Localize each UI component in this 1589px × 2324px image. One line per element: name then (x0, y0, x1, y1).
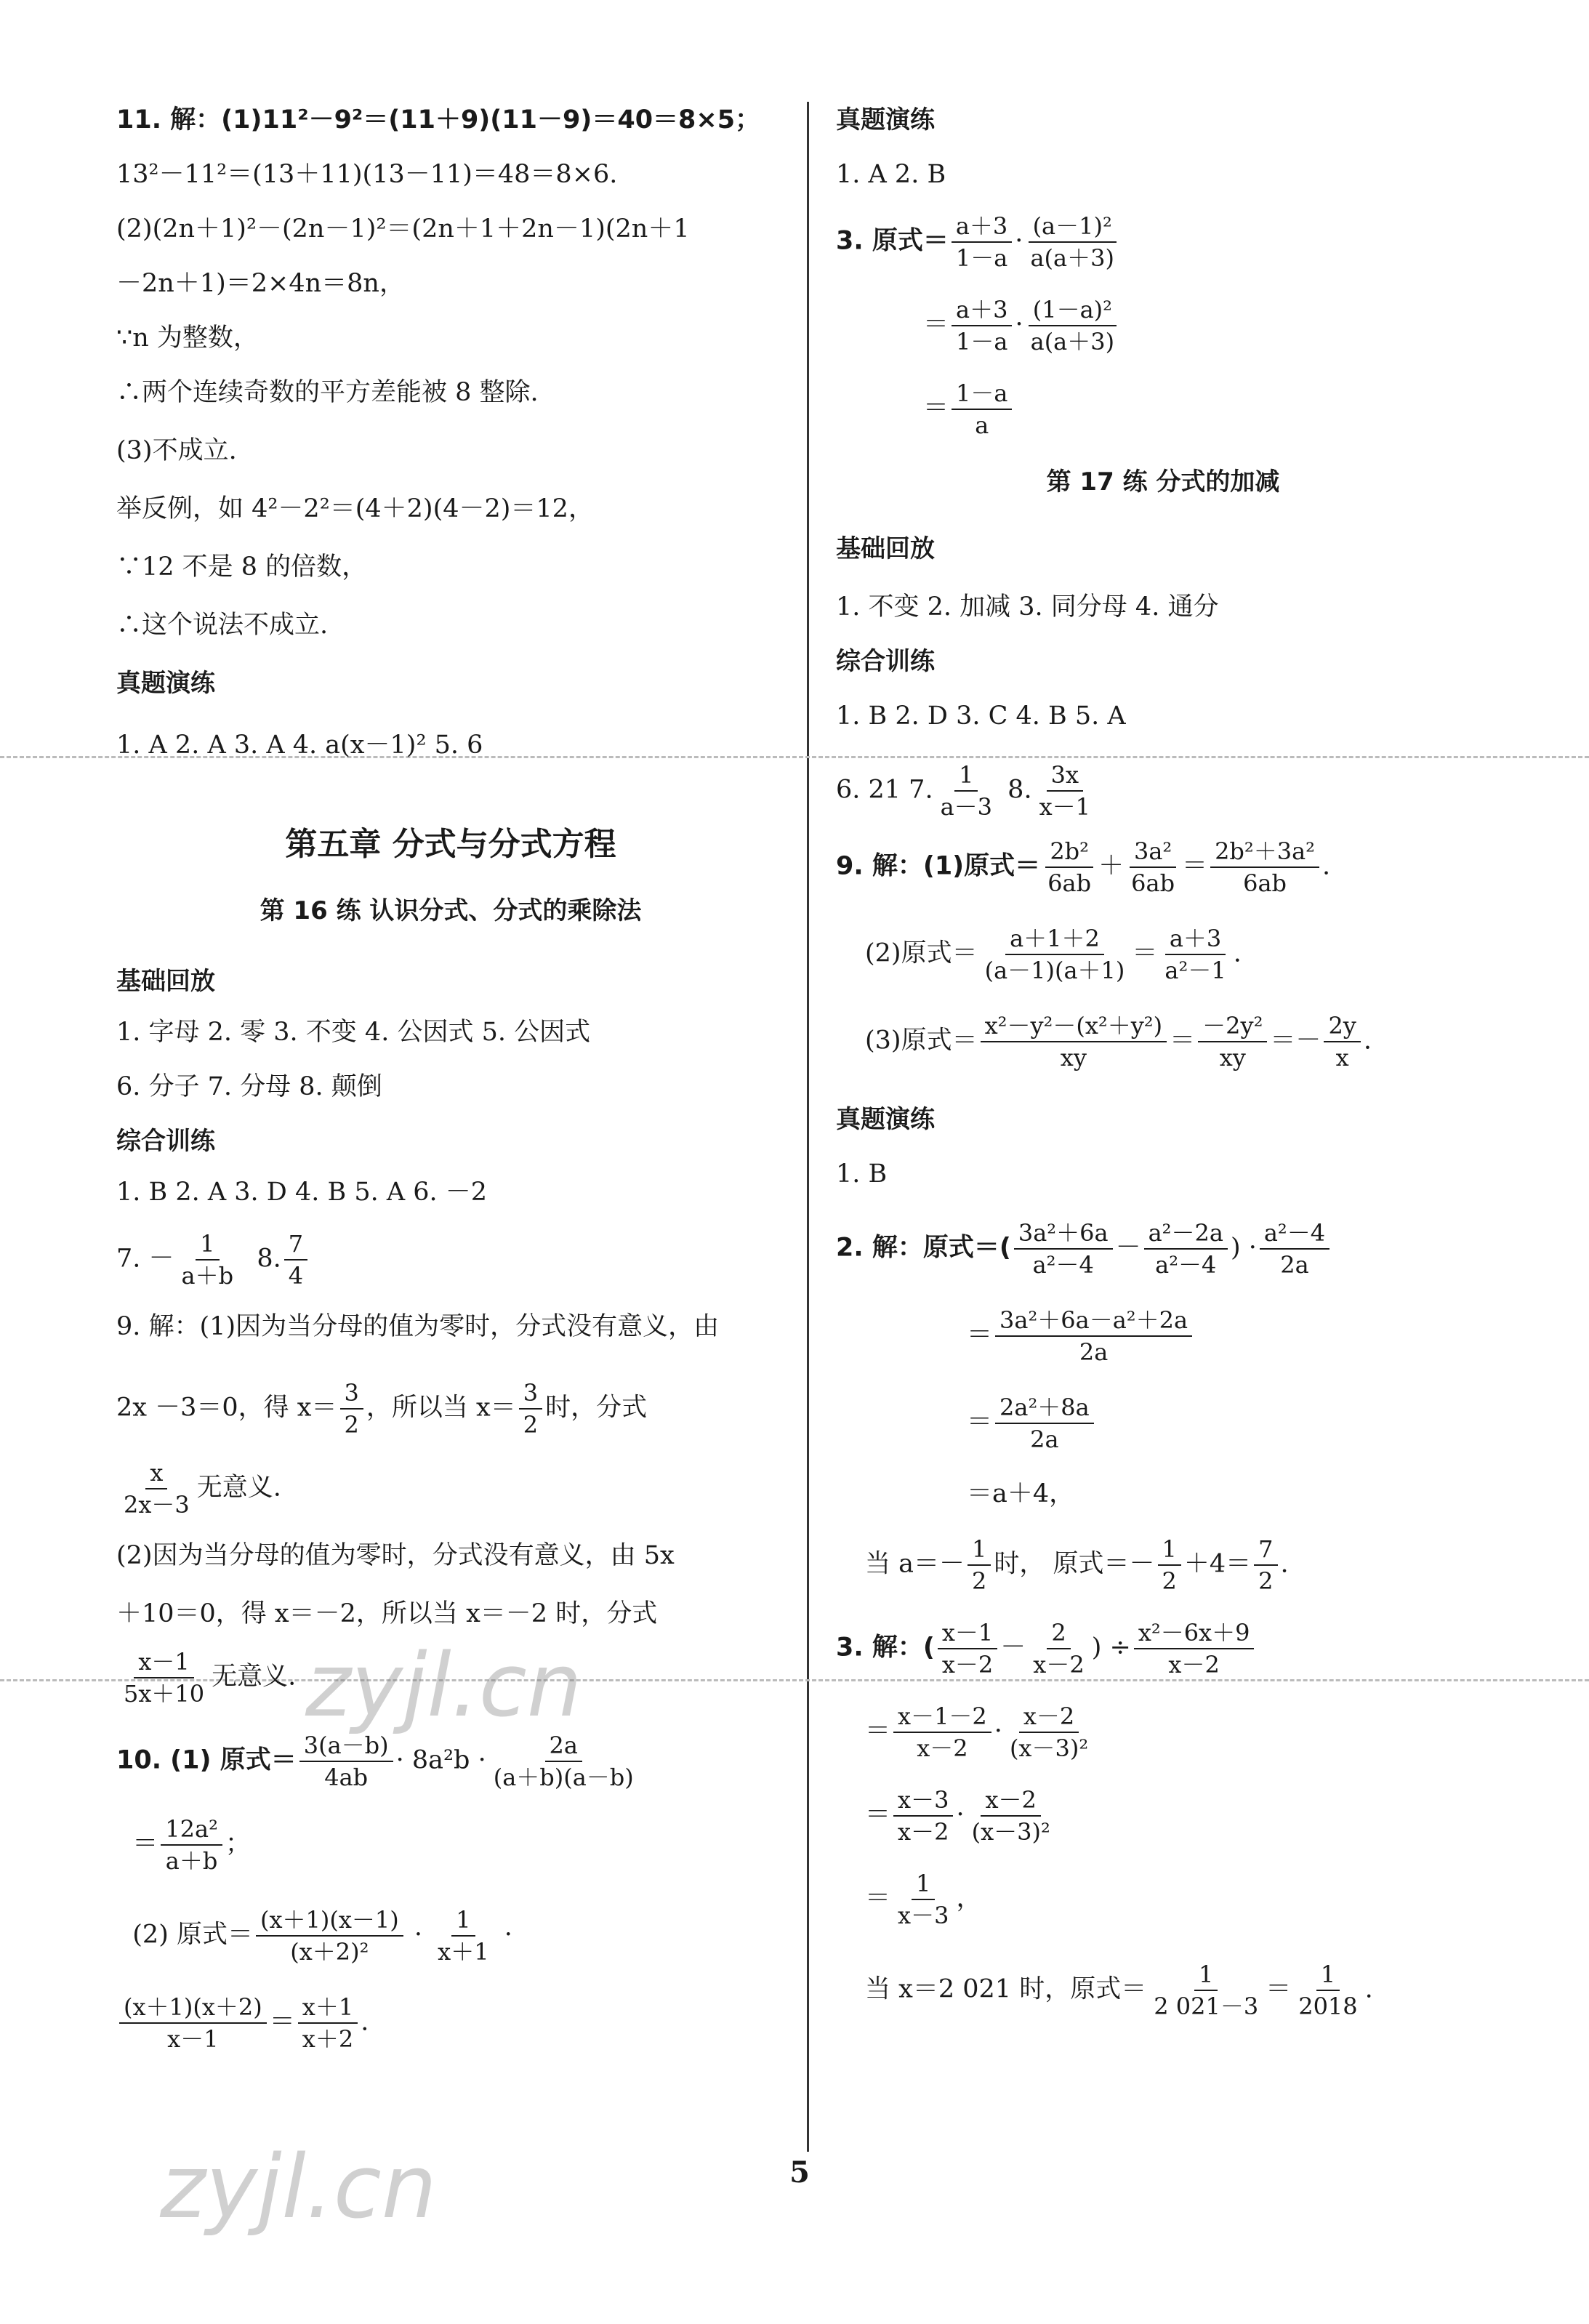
section-title: 真题演练 (836, 1105, 935, 1134)
fraction: $\frac{a+1+2}{(a-1)(a+1)}$ (984, 925, 1125, 984)
fraction: $\frac{3}{2}$ (519, 1378, 542, 1440)
fraction: $\frac{1}{2}$ (968, 1534, 991, 1596)
q7-label: 7. － (116, 1244, 174, 1274)
q9-line: 9. 解：(1)原式＝ $\frac{\text{2b²}}{6ab}$ ＋ $\frac{\text{3a²}}{6ab}$ ＝ $\frac{\text{2b²＋3a²}}{6ab}$ . (836, 837, 1331, 897)
fraction: $\frac{1-a}{a}$ (952, 378, 1012, 441)
r3-line: 3. 原式＝ $\frac{a+3}{1-a}$ · $\frac{\text{(a－1)²}}{a(a+3)}$ (836, 211, 1490, 294)
fraction: $\frac{3x}{x-1}$ (1039, 761, 1090, 821)
q11-line: ∴两个连续奇数的平方差能被 8 整除. (116, 378, 539, 407)
q10-line: (2) 原式＝ $\frac{(x+1)(x-1)}{\text{(x＋2)²}}$ · $\frac{1}{x+1}$ · (132, 1906, 512, 1966)
fraction: $\frac{\text{2b²}}{6ab}$ (1043, 836, 1095, 898)
q11-line: 11. 解：(1)11²－9²＝(11＋9)(11－9)＝40＝8×5； (116, 105, 761, 134)
zt2-line: ＝ $\frac{\text{2a²＋8a}}{2a}$ (836, 1392, 1490, 1476)
right-column (836, 102, 1490, 2039)
chapter-title: 第五章 分式与分式方程 (285, 826, 616, 863)
q9-line: 2x －3＝0，得 x＝ $\frac{3}{2}$ ，所以当 x＝ $\frac{3}{2}$ 时，分式 (116, 1379, 648, 1439)
left-column (116, 102, 785, 2072)
fraction: $\frac{7}{4}$ (284, 1229, 307, 1291)
fraction: $\frac{(x+1)(x+2)}{x-1}$ (119, 1992, 267, 2054)
fraction: $\frac{x-1}{x-2}$ (938, 1617, 997, 1680)
q9-line: (2)因为当分母的值为零时，分式没有意义，由 5x (116, 1541, 675, 1570)
q10-line: $\frac{(x+1)(x+2)}{x-1}$ ＝ $\frac{x+1}{x+2}$ . (116, 1992, 785, 2072)
section-title: 基础回放 (836, 534, 935, 563)
q11-line: (2)(2n＋1)²－(2n－1)²＝(2n＋1＋2n－1)(2n＋1 (116, 214, 690, 244)
fraction: $\frac{7}{2}$ (1254, 1534, 1277, 1596)
fraction: $\frac{\text{(1－a)²}}{a(a+3)}$ (1026, 294, 1119, 357)
q10-line: ＝ $\frac{\text{12a²}}{a+b}$ ； (132, 1815, 251, 1875)
fraction: $\frac{x}{2x-3}$ (124, 1459, 190, 1519)
watermark: zyjl.cn (160, 2137, 437, 2238)
fraction: $\frac{1}{2018}$ (1298, 1961, 1358, 2020)
section-title: 真题演练 (116, 669, 215, 698)
q9-line: ＋10＝0，得 x＝－2，所以当 x＝－2 时，分式 (116, 1599, 658, 1628)
q11-line: ∵12 不是 8 的倍数， (116, 552, 368, 582)
watermark: zyjl.cn (305, 1636, 582, 1737)
q11-line: ∵n 为整数， (116, 323, 259, 353)
fraction: $\frac{\text{3a²＋6a－a²＋2a}}{2a}$ (995, 1305, 1192, 1367)
fraction: $\frac{\text{2a²＋8a}}{2a}$ (995, 1392, 1094, 1455)
zt3-line: ＝ $\frac{1}{x-3}$ ， (865, 1870, 982, 1929)
fraction: $\frac{a+3}{1-a}$ (952, 294, 1012, 357)
fraction: $\frac{3(a-b)}{4ab}$ (299, 1730, 393, 1793)
lesson-title: 第 16 练 认识分式、分式的乘除法 (260, 896, 642, 925)
fraction: $\frac{3}{2}$ (340, 1378, 363, 1440)
fraction: $\frac{\text{3a²＋6a}}{\text{a²－4}}$ (1014, 1218, 1113, 1280)
zt3-line: 3. 解：( $\frac{x-1}{x-2}$ － $\frac{2}{x-2}$ ) ÷ $\frac{\text{x²－6x＋9}}{x-2}$ (836, 1617, 1490, 1701)
fraction: $\frac{1}{x-3}$ (898, 1870, 949, 1929)
q9-line: $\frac{x}{2x-3}$ 无意义. (116, 1457, 785, 1537)
section-title: 综合训练 (836, 647, 935, 676)
answer-line (116, 1229, 785, 1308)
fraction: $\frac{1}{a+b}$ (181, 1230, 234, 1290)
zt2-line: ＝a＋4， (967, 1479, 1075, 1508)
fraction: $\frac{\text{12a²}}{a+b}$ (161, 1814, 222, 1876)
answer-line: 1. A 2. B (836, 160, 946, 189)
fraction: $\frac{2}{x-2}$ (1033, 1619, 1085, 1678)
fraction: $\frac{a+3}{1-a}$ (952, 211, 1012, 273)
q11-line: 举反例，如 4²－2²＝(4＋2)(4－2)＝12， (116, 494, 594, 523)
section-title: 真题演练 (836, 105, 935, 134)
zt2-line: 当 a＝－ $\frac{1}{2}$ 时， 原式＝－ $\frac{1}{2}$ ＋4＝ $\frac{7}{2}$ . (865, 1535, 1289, 1595)
answer-line: 1. B (836, 1159, 888, 1189)
q11-line: ∴这个说法不成立. (116, 611, 329, 640)
answer-line: 1. 不变 2. 加减 3. 同分母 4. 通分 (836, 592, 1219, 622)
fraction: $\frac{\text{a²－4}}{2a}$ (1260, 1218, 1329, 1280)
fraction: $\frac{a+3}{\text{a²－1}}$ (1164, 925, 1226, 984)
lesson-title: 第 17 练 分式的加减 (1046, 467, 1280, 496)
fraction: $\frac{x-2}{\text{(x－3)²}}$ (971, 1786, 1050, 1846)
fraction: $\frac{x+1}{x+2}$ (298, 1992, 358, 2054)
fraction: $\frac{x-3}{x-2}$ (893, 1785, 953, 1847)
q11-line: －2n＋1)＝2×4n＝8n， (116, 269, 405, 298)
r3-line: ＝ $\frac{a+3}{1-a}$ · $\frac{\text{(1－a)²}}{a(a+3)}$ (836, 294, 1490, 378)
q8-label: 8. (257, 1244, 281, 1274)
q11-line: 13²－11²＝(13＋11)(13－11)＝48＝8×6. (116, 160, 618, 189)
answer-line: 6. 21 7. $\frac{1}{a-3}$ 8. $\frac{3x}{x-1}$ (836, 760, 1490, 836)
answer-line: 1. A 2. A 3. A 4. a(x－1)² 5. 6 (116, 731, 483, 760)
zt2-line: ＝ $\frac{\text{3a²＋6a－a²＋2a}}{2a}$ (836, 1305, 1490, 1392)
zt2-line: 2. 解：原式＝( $\frac{\text{3a²＋6a}}{\text{a²－4}}$ － $\frac{\text{a²－2a}}{\text{a²－4}}$ ) · $\frac{\text{a²－4}}{2a}$ (836, 1218, 1490, 1305)
section-title: 综合训练 (116, 1127, 215, 1156)
fraction: $\frac{\text{x²－6x＋9}}{x-2}$ (1134, 1617, 1255, 1680)
fraction: $\frac{x-2}{\text{(x－3)²}}$ (1009, 1702, 1089, 1762)
fraction: $\frac{2y}{x}$ (1324, 1010, 1360, 1073)
answer-line: 1. B 2. A 3. D 4. B 5. A 6. －2 (116, 1178, 488, 1207)
q9-line: (3)原式＝ $\frac{\text{x²－y²－(x²＋y²)}}{xy}$ ＝ $\frac{\text{－2y²}}{xy}$ ＝－ $\frac{2y}{x}$ . (865, 1012, 1372, 1071)
column-divider (807, 102, 809, 2152)
zt3-line: ＝ $\frac{x-3}{x-2}$ · $\frac{x-2}{\text{(x－3)²}}$ (836, 1785, 1490, 1868)
fraction: $\frac{\text{2b²＋3a²}}{6ab}$ (1210, 836, 1319, 898)
q9-line: $\frac{x-1}{5x+10}$ 无意义. (116, 1646, 785, 1730)
fraction: $\frac{1}{x+1}$ (438, 1906, 489, 1966)
q9-line: (2)原式＝ $\frac{a+1+2}{(a-1)(a+1)}$ ＝ $\frac{a+3}{\text{a²－1}}$ . (865, 925, 1242, 984)
fraction: $\frac{\text{3a²}}{6ab}$ (1127, 836, 1179, 898)
fraction: $\frac{x-1}{5x+10}$ (124, 1648, 205, 1708)
fraction: $\frac{x-1-2}{x-2}$ (893, 1701, 991, 1764)
fraction: $\frac{1}{2}$ (1158, 1534, 1181, 1596)
fraction: $\frac{\text{x²－y²－(x²＋y²)}}{xy}$ (981, 1010, 1167, 1073)
q11-line: (3)不成立. (116, 436, 237, 465)
answer-line: 1. B 2. D 3. C 4. B 5. A (836, 701, 1126, 731)
r3-line: ＝ $\frac{1-a}{a}$ (836, 378, 1490, 462)
page-number: 5 (789, 2155, 810, 2190)
answer-line: 1. 字母 2. 零 3. 不变 4. 公因式 5. 公因式 (116, 1018, 591, 1047)
fraction: $\frac{2a}{(a+b)(a-b)}$ (493, 1732, 634, 1791)
fraction: $\frac{1}{2 021-3}$ (1154, 1961, 1259, 2020)
fraction: $\frac{(x+1)(x-1)}{\text{(x＋2)²}}$ (256, 1905, 403, 1967)
q9-line: 9. 解：(1)因为当分母的值为零时，分式没有意义，由 (116, 1312, 720, 1341)
q10-line: 10. (1) 原式＝ $\frac{3(a-b)}{4ab}$ · 8a²b · $\frac{2a}{(a+b)(a-b)}$ (116, 1730, 785, 1814)
section-title: 基础回放 (116, 967, 215, 996)
fraction: $\frac{\text{(a－1)²}}{a(a+3)}$ (1026, 211, 1119, 273)
fraction: $\frac{\text{a²－2a}}{\text{a²－4}}$ (1144, 1218, 1228, 1280)
fraction: $\frac{\text{－2y²}}{xy}$ (1198, 1010, 1267, 1073)
zt3-line: ＝ $\frac{x-1-2}{x-2}$ · $\frac{x-2}{\text{(x－3)²}}$ (836, 1701, 1490, 1785)
fraction: $\frac{1}{a-3}$ (940, 761, 993, 821)
answer-line: 6. 分子 7. 分母 8. 颠倒 (116, 1072, 382, 1101)
zt3-line: 当 x＝2 021 时，原式＝ $\frac{1}{2 021-3}$ ＝ $\frac{1}{2018}$ . (865, 1961, 1373, 2020)
